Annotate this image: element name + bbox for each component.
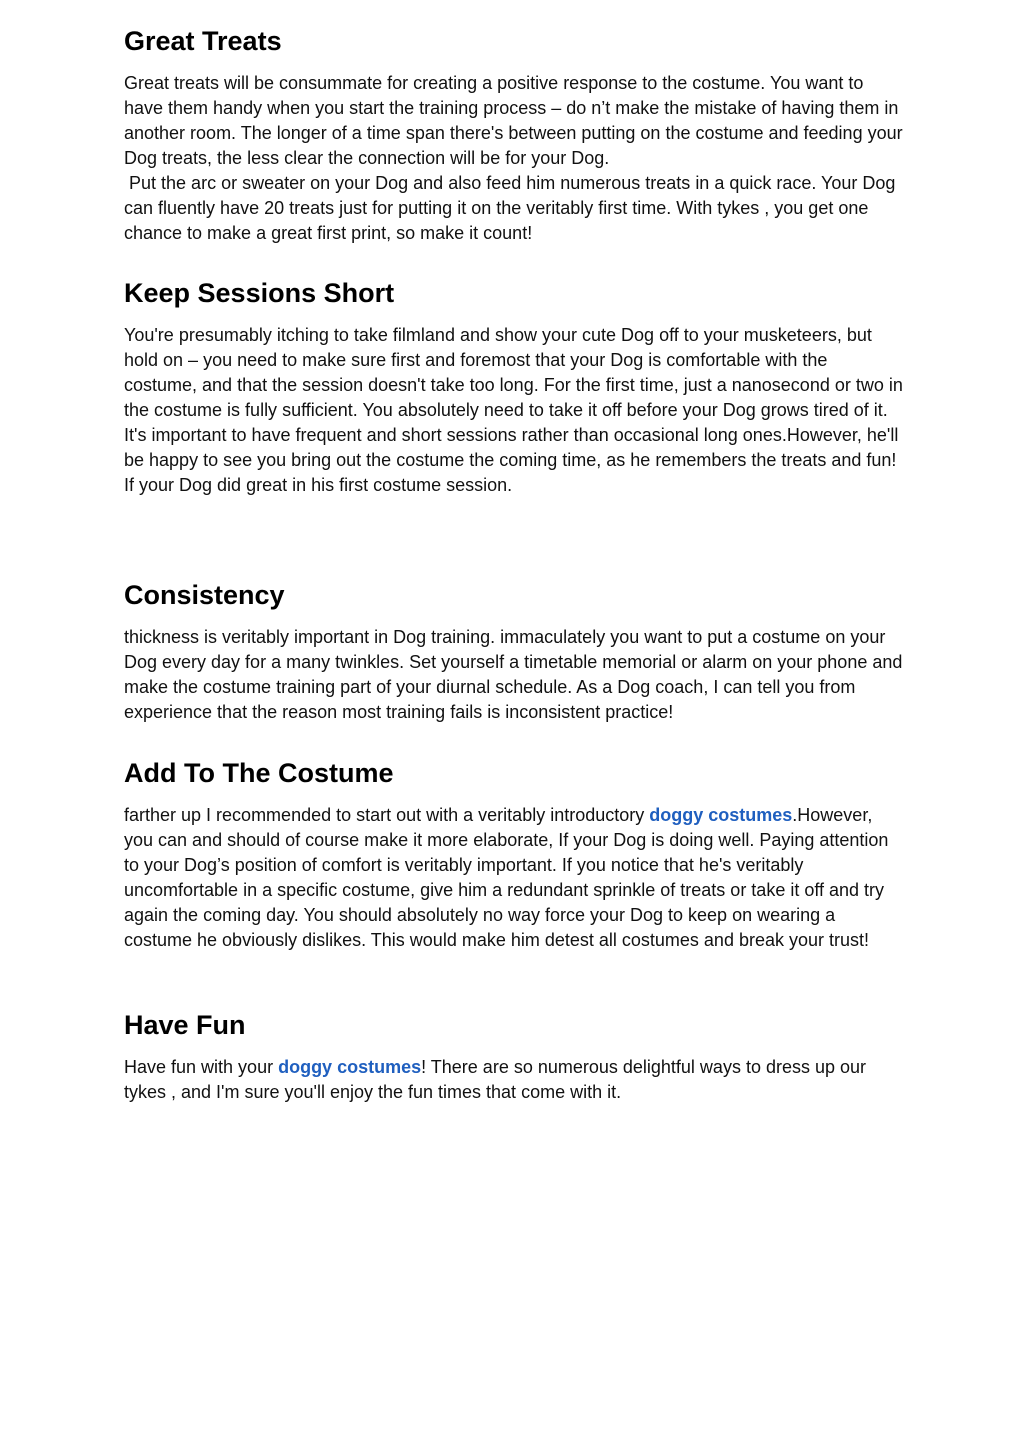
text-run: ! There are so numerous delightful ways to dress up our tykes , and I'm sure you'll enjoy the fun times that come with it. — [124, 1057, 867, 1102]
section-heading: Consistency — [124, 580, 285, 610]
paragraph: Put the arc or sweater on your Dog and also feed him numerous treats in a quick race. Your Dog can fluently have 20 treats just for putting it on the veritably first time. With tykes , you get one chance to make a great first print, so make it count! — [124, 173, 901, 243]
paragraph — [124, 803, 904, 953]
section-heading: Add To The Costume — [124, 758, 394, 788]
text-run: Have fun with your — [124, 1057, 279, 1077]
section-heading: Keep Sessions Short — [124, 278, 395, 308]
section-have-fun — [124, 1009, 904, 1105]
section-add-to-the-costume — [124, 757, 904, 953]
doggy-costumes-link[interactable]: doggy costumes — [649, 805, 793, 825]
paragraph: It's important to have frequent and short sessions rather than occasional long ones.However, he'll be happy to see you bring out the costume the coming time, as he remembers the treats and fun! — [124, 425, 899, 470]
paragraph: If your Dog did great in his first costume session. — [124, 475, 513, 495]
paragraph — [124, 1055, 904, 1105]
paragraph: thickness is veritably important in Dog training. immaculately you want to put a costume on your Dog every day for a many twinkles. Set yourself a timetable memorial or alarm on your phone and make the costume training part of your diurnal schedule. As a Dog coach, I can tell you from experience that the reason most training fails is inconsistent practice! — [124, 627, 903, 722]
section-great-treats — [124, 25, 904, 246]
text-run: .However, you can and should of course make it more elaborate, If your Dog is doing well. Paying attention to your Dog’s position of comfort is veritably important. If you notice that he's veritably uncomfortable in a specific costume, give him a redundant sprinkle of treats or take it off and try again the coming day. You should absolutely no way force your Dog to keep on wearing a costume he obviously dislikes. This would make him detest all costumes and break your trust! — [124, 805, 889, 950]
doggy-costumes-link[interactable]: doggy costumes — [278, 1057, 422, 1077]
section-keep-sessions-short — [124, 277, 904, 498]
paragraph: Great treats will be consummate for creating a positive response to the costume. You want to have them handy when you start the training process – do n’t make the mistake of having them in another room. The longer of a time span there's between putting on the costume and feeding your Dog treats, the less clear the connection will be for your Dog. — [124, 73, 903, 168]
paragraph: You're presumably itching to take filmland and show your cute Dog off to your musketeers, but hold on – you need to make sure first and foremost that your Dog is comfortable with the costume, and that the session doesn't take too long. For the first time, just a nanosecond or two in the costume is fully sufficient. You absolutely need to take it off before your Dog grows tired of it. — [124, 325, 903, 420]
section-heading: Great Treats — [124, 26, 282, 56]
section-heading: Have Fun — [124, 1010, 246, 1040]
section-consistency — [124, 579, 904, 725]
text-run: farther up I recommended to start out with a veritably introductory — [124, 805, 650, 825]
